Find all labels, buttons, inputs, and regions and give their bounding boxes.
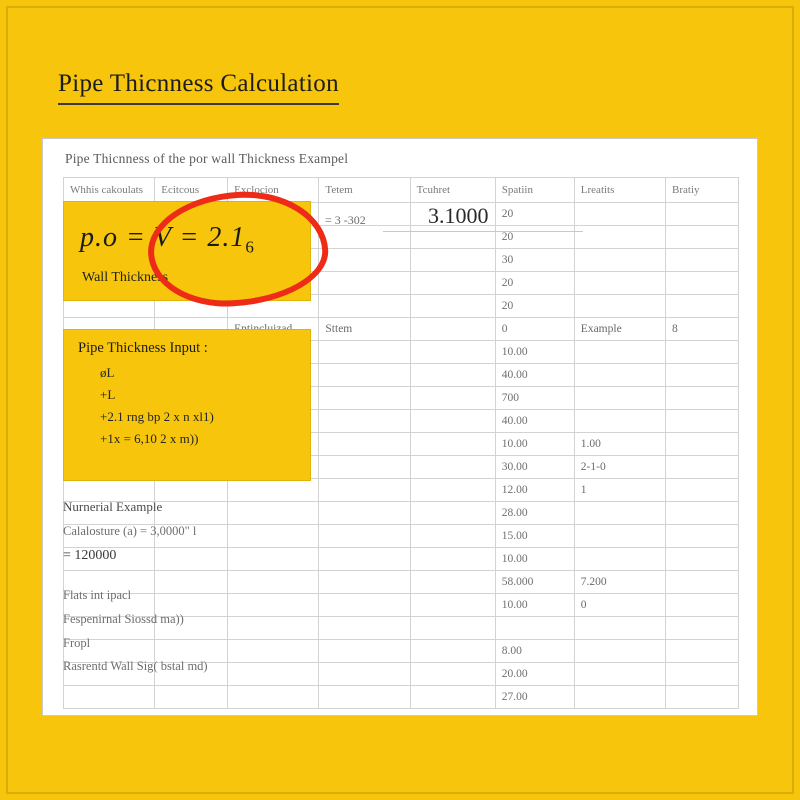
- cell[interactable]: [410, 594, 495, 617]
- column-header[interactable]: Tcuhret: [410, 178, 495, 203]
- cell[interactable]: [574, 502, 665, 525]
- cell[interactable]: [319, 410, 410, 433]
- small-equation-annotation: = 3 -302: [325, 213, 366, 227]
- column-header[interactable]: Whhis cakoulats: [64, 178, 155, 203]
- cell[interactable]: [319, 226, 410, 249]
- column-header[interactable]: Ecitcous: [155, 178, 228, 203]
- cell[interactable]: [319, 663, 410, 686]
- cell[interactable]: 1.00: [574, 433, 665, 456]
- cell[interactable]: [410, 341, 495, 364]
- page-title: Pipe Thicnness Calculation: [58, 70, 339, 105]
- input-line: +2.1 rng bp 2 x n xl1): [100, 409, 214, 424]
- cell[interactable]: [666, 272, 739, 295]
- cell[interactable]: [574, 295, 665, 318]
- cell[interactable]: 12.00: [495, 479, 574, 502]
- cell[interactable]: [666, 433, 739, 456]
- cell[interactable]: [666, 571, 739, 594]
- cell[interactable]: [410, 479, 495, 502]
- cell[interactable]: 20: [495, 295, 574, 318]
- cell[interactable]: [574, 272, 665, 295]
- column-header[interactable]: Bratiy: [666, 178, 739, 203]
- cell[interactable]: [319, 433, 410, 456]
- column-header[interactable]: Spatiin: [495, 178, 574, 203]
- cell[interactable]: [319, 387, 410, 410]
- input-box-title: Pipe Thickness Input :: [78, 340, 208, 356]
- cell[interactable]: 58.000: [495, 571, 574, 594]
- cell[interactable]: [574, 387, 665, 410]
- cell[interactable]: 8: [666, 318, 739, 341]
- numerical-example-line: Fespenirnal Siossd ma)): [63, 611, 184, 626]
- cell[interactable]: [410, 525, 495, 548]
- cell[interactable]: 20.00: [495, 663, 574, 686]
- cell[interactable]: Example: [574, 318, 665, 341]
- cell[interactable]: [319, 617, 410, 640]
- cell[interactable]: [155, 686, 228, 709]
- cell[interactable]: [410, 640, 495, 663]
- numerical-example-line: Calalosture (a) = 3,0000" l: [63, 523, 197, 538]
- cell[interactable]: 30.00: [495, 456, 574, 479]
- cell[interactable]: Sttem: [319, 318, 410, 341]
- cell[interactable]: [410, 617, 495, 640]
- cell[interactable]: [410, 663, 495, 686]
- cell[interactable]: [666, 226, 739, 249]
- cell[interactable]: 15.00: [495, 525, 574, 548]
- cell[interactable]: [666, 594, 739, 617]
- cell[interactable]: [410, 272, 495, 295]
- column-header[interactable]: Lreatits: [574, 178, 665, 203]
- cell[interactable]: [410, 433, 495, 456]
- cell[interactable]: [666, 548, 739, 571]
- cell[interactable]: 40.00: [495, 364, 574, 387]
- column-header[interactable]: Exclocion: [228, 178, 319, 203]
- cell[interactable]: [666, 479, 739, 502]
- cell[interactable]: [410, 548, 495, 571]
- cell[interactable]: 28.00: [495, 502, 574, 525]
- cell[interactable]: [410, 364, 495, 387]
- table-header-row: [64, 178, 739, 203]
- divider-line: [383, 231, 583, 232]
- formula-expression: [80, 222, 255, 258]
- cell[interactable]: [574, 686, 665, 709]
- cell[interactable]: [666, 663, 739, 686]
- input-line: +L: [100, 387, 116, 402]
- cell[interactable]: 20: [495, 226, 574, 249]
- cell[interactable]: [319, 548, 410, 571]
- formula-subscript: 6: [245, 237, 255, 257]
- cell[interactable]: [666, 525, 739, 548]
- cell[interactable]: [410, 387, 495, 410]
- numerical-example-block: [63, 495, 313, 679]
- cell[interactable]: 10.00: [495, 433, 574, 456]
- cell[interactable]: [574, 249, 665, 272]
- cell[interactable]: 40.00: [495, 410, 574, 433]
- cell[interactable]: [574, 203, 665, 226]
- spacer: [63, 570, 313, 584]
- cell[interactable]: [574, 525, 665, 548]
- cell[interactable]: [574, 640, 665, 663]
- cell[interactable]: [319, 272, 410, 295]
- cell[interactable]: [410, 318, 495, 341]
- formula-label: Wall Thickness: [82, 270, 169, 285]
- cell[interactable]: 1: [574, 479, 665, 502]
- cell[interactable]: 700: [495, 387, 574, 410]
- cell[interactable]: [410, 502, 495, 525]
- cell[interactable]: [574, 364, 665, 387]
- cell[interactable]: 7.200: [574, 571, 665, 594]
- cell[interactable]: [666, 203, 739, 226]
- cell[interactable]: 10.00: [495, 341, 574, 364]
- cell[interactable]: [410, 410, 495, 433]
- cell[interactable]: 10.00: [495, 548, 574, 571]
- cell[interactable]: 0: [495, 318, 574, 341]
- cell[interactable]: 10.00: [495, 594, 574, 617]
- cell[interactable]: [666, 387, 739, 410]
- cell[interactable]: [319, 525, 410, 548]
- formula-expression-text: p.o = V = 2.1: [80, 222, 246, 253]
- cell[interactable]: [228, 686, 319, 709]
- cell[interactable]: [574, 663, 665, 686]
- cell[interactable]: [574, 617, 665, 640]
- cell[interactable]: [319, 640, 410, 663]
- cell[interactable]: [574, 226, 665, 249]
- cell[interactable]: [666, 341, 739, 364]
- cell[interactable]: [319, 479, 410, 502]
- cell[interactable]: 2-1-0: [574, 456, 665, 479]
- cell[interactable]: 20: [495, 272, 574, 295]
- cell[interactable]: [64, 686, 155, 709]
- cell[interactable]: [666, 364, 739, 387]
- input-line: øL: [100, 365, 115, 380]
- cell[interactable]: [410, 295, 495, 318]
- cell[interactable]: [319, 686, 410, 709]
- cell[interactable]: [495, 617, 574, 640]
- cell[interactable]: 8.00: [495, 640, 574, 663]
- formula-highlight-box: [63, 201, 311, 301]
- cell[interactable]: 27.00: [495, 686, 574, 709]
- cell[interactable]: 0: [574, 594, 665, 617]
- cell[interactable]: [574, 410, 665, 433]
- column-header[interactable]: Tetem: [319, 178, 410, 203]
- numerical-example-line: Rasrentd Wall Sig( bstal md): [63, 659, 208, 674]
- cell[interactable]: [666, 502, 739, 525]
- sheet-caption: Pipe Thicnness of the por wall Thickness Exampel: [65, 151, 349, 166]
- numerical-example-line: Fropl: [63, 635, 91, 650]
- cell[interactable]: [410, 686, 495, 709]
- pipe-thickness-input-box: [63, 329, 311, 481]
- cell[interactable]: [319, 594, 410, 617]
- cell[interactable]: [319, 364, 410, 387]
- cell[interactable]: [666, 249, 739, 272]
- cell[interactable]: [319, 502, 410, 525]
- spreadsheet-sheet: [42, 138, 758, 716]
- cell[interactable]: [666, 640, 739, 663]
- cell[interactable]: [574, 548, 665, 571]
- cell[interactable]: [574, 341, 665, 364]
- cell[interactable]: [319, 571, 410, 594]
- cell[interactable]: [666, 456, 739, 479]
- numerical-example-line: Flats int ipacl: [63, 588, 132, 603]
- cell[interactable]: [666, 617, 739, 640]
- cell[interactable]: [319, 341, 410, 364]
- cell[interactable]: [319, 456, 410, 479]
- cell[interactable]: [410, 571, 495, 594]
- cell[interactable]: [666, 295, 739, 318]
- numerical-example-result: = 120000: [63, 548, 117, 564]
- numerical-example-heading: Nurnerial Example: [63, 499, 163, 514]
- cell[interactable]: [410, 456, 495, 479]
- cell[interactable]: [666, 686, 739, 709]
- input-line: +1x = 6,10 2 x m)): [100, 431, 199, 446]
- result-value: 3.1000: [428, 203, 489, 228]
- cell[interactable]: 30: [495, 249, 574, 272]
- cell[interactable]: [319, 249, 410, 272]
- table-row[interactable]: [64, 686, 739, 709]
- cell[interactable]: [319, 295, 410, 318]
- cell[interactable]: [666, 410, 739, 433]
- cell[interactable]: 20: [495, 203, 574, 226]
- cell[interactable]: [410, 249, 495, 272]
